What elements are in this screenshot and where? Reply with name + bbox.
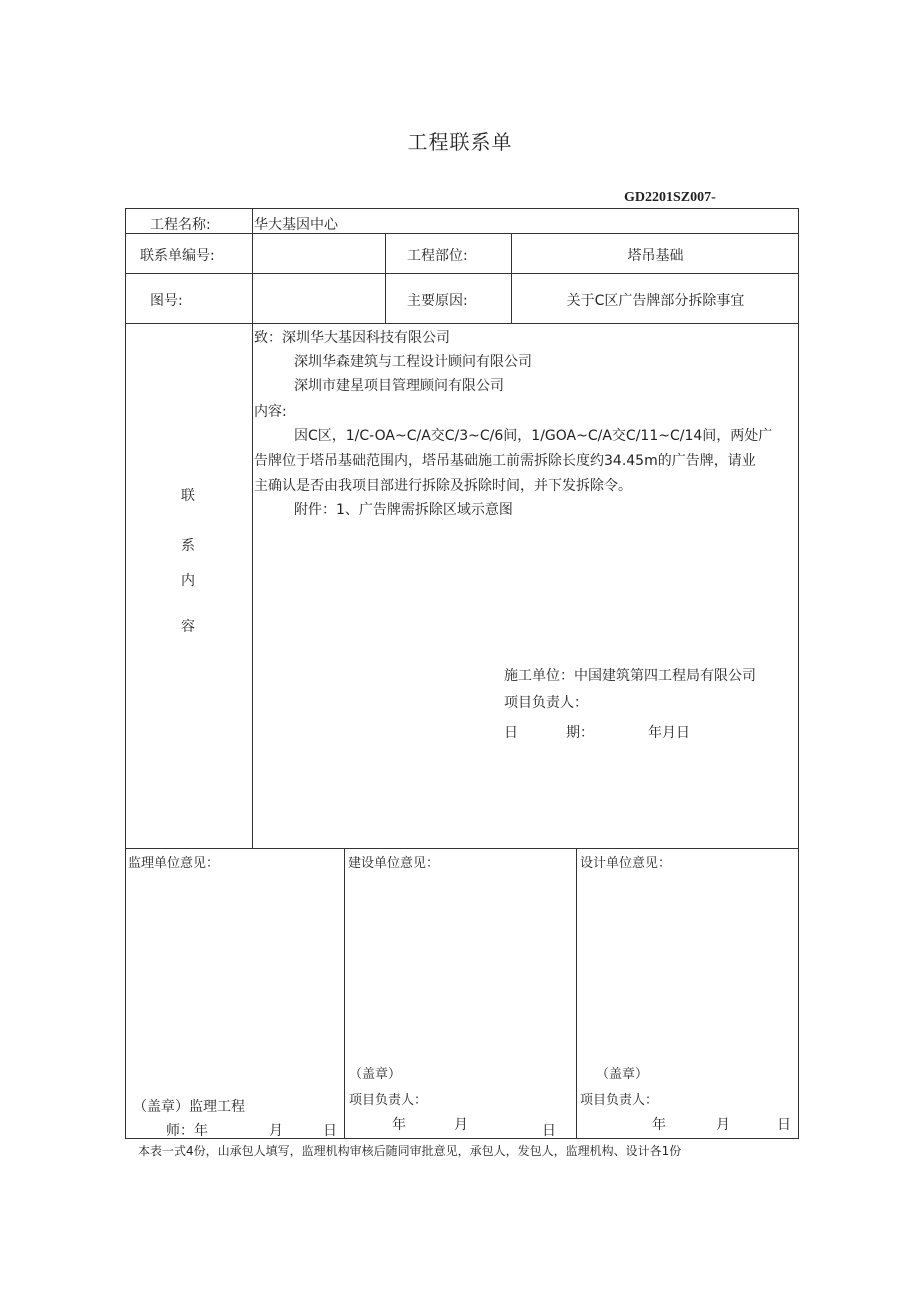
owner-month: 月 [454,1117,468,1133]
project-manager-line: 项目负责人： [504,695,588,711]
recipient-line-2: 深圳华森建筑与工程设计顾问有限公司 [294,354,532,370]
designer-month: 月 [716,1117,730,1133]
body-line-1: 因C区，1/C-OA~C/A交C/3~C/6间，1/GOA~C/A交C/11~C/14间，两处广 [294,428,773,444]
owner-manager: 项目负责人： [349,1093,428,1108]
supervisor-opinion-label: 监理单位意见： [128,856,220,871]
project-name-value: 华大基因中心 [254,217,338,233]
row-divider [125,273,799,274]
recipient-line-3: 深圳市建星项目管理顾问有限公司 [294,378,504,394]
drawing-no-label: 图号: [150,293,183,309]
recipient: 深圳华大基因科技有限公司 [282,330,450,346]
designer-manager: 项目负责人： [580,1093,659,1108]
column-divider [385,233,386,323]
column-divider [344,848,345,1139]
to-prefix: 致： [254,330,282,346]
body-line-3: 主确认是否由我项目部进行拆除及拆除时间，并下发拆除令。 [254,478,632,494]
designer-day: 日 [777,1117,791,1133]
page-title: 工程联系单 [407,130,513,154]
row-divider [125,323,799,324]
date-label: 日 [504,725,518,741]
side-label-char: 内 [181,573,195,589]
side-label-char: 联 [181,488,195,504]
attachment-line: 附件：1、广告牌需拆除区域示意图 [294,502,513,518]
side-label-char: 系 [181,538,195,554]
location-value: 塔吊基础 [627,248,684,264]
supervisor-day: 日 [323,1123,337,1139]
supervisor-stamp-line: （盖章）监理工程 [133,1099,245,1115]
recipient-line-1 [254,326,450,350]
column-divider [576,848,577,1139]
row-divider [125,233,799,234]
date-label: 期： [566,725,594,741]
owner-day: 日 [542,1123,556,1139]
reason-label: 主要原因: [407,293,468,309]
column-divider [252,208,253,848]
supervisor-month: 月 [269,1123,283,1139]
reason-value: 关于C区广告牌部分拆除事宜 [566,293,745,309]
designer-stamp: （盖章） [596,1067,649,1082]
supervisor-sign-line: 师：年 [166,1123,208,1139]
date-ymd: 年月日 [648,725,690,741]
location-label: 工程部位: [407,248,468,264]
project-name-label: 工程名称: [150,217,211,233]
designer-opinion-label: 设计单位意见： [580,856,672,871]
owner-stamp: （盖章） [349,1067,402,1082]
sheet-no-label: 联系单编号: [140,248,215,264]
contractor-line: 施工单位：中国建筑第四工程局有限公司 [504,668,756,684]
document-code: GD2201SZ007- [624,190,716,205]
content-label: 内容: [254,404,287,420]
footer-note: 本表一式4份，山承包人填写，监理机构审核后随同审批意见，承包人，发包人，监理机构、设计各1份 [138,1144,682,1158]
row-divider [125,848,799,849]
designer-year: 年 [652,1117,666,1133]
owner-opinion-label: 建设单位意见： [348,856,440,871]
side-label-char: 容 [181,619,195,635]
body-line-2: 告牌位于塔吊基础范围内，塔吊基础施工前需拆除长度约34.45m的广告牌，请业 [254,453,756,469]
owner-year: 年 [392,1117,406,1133]
